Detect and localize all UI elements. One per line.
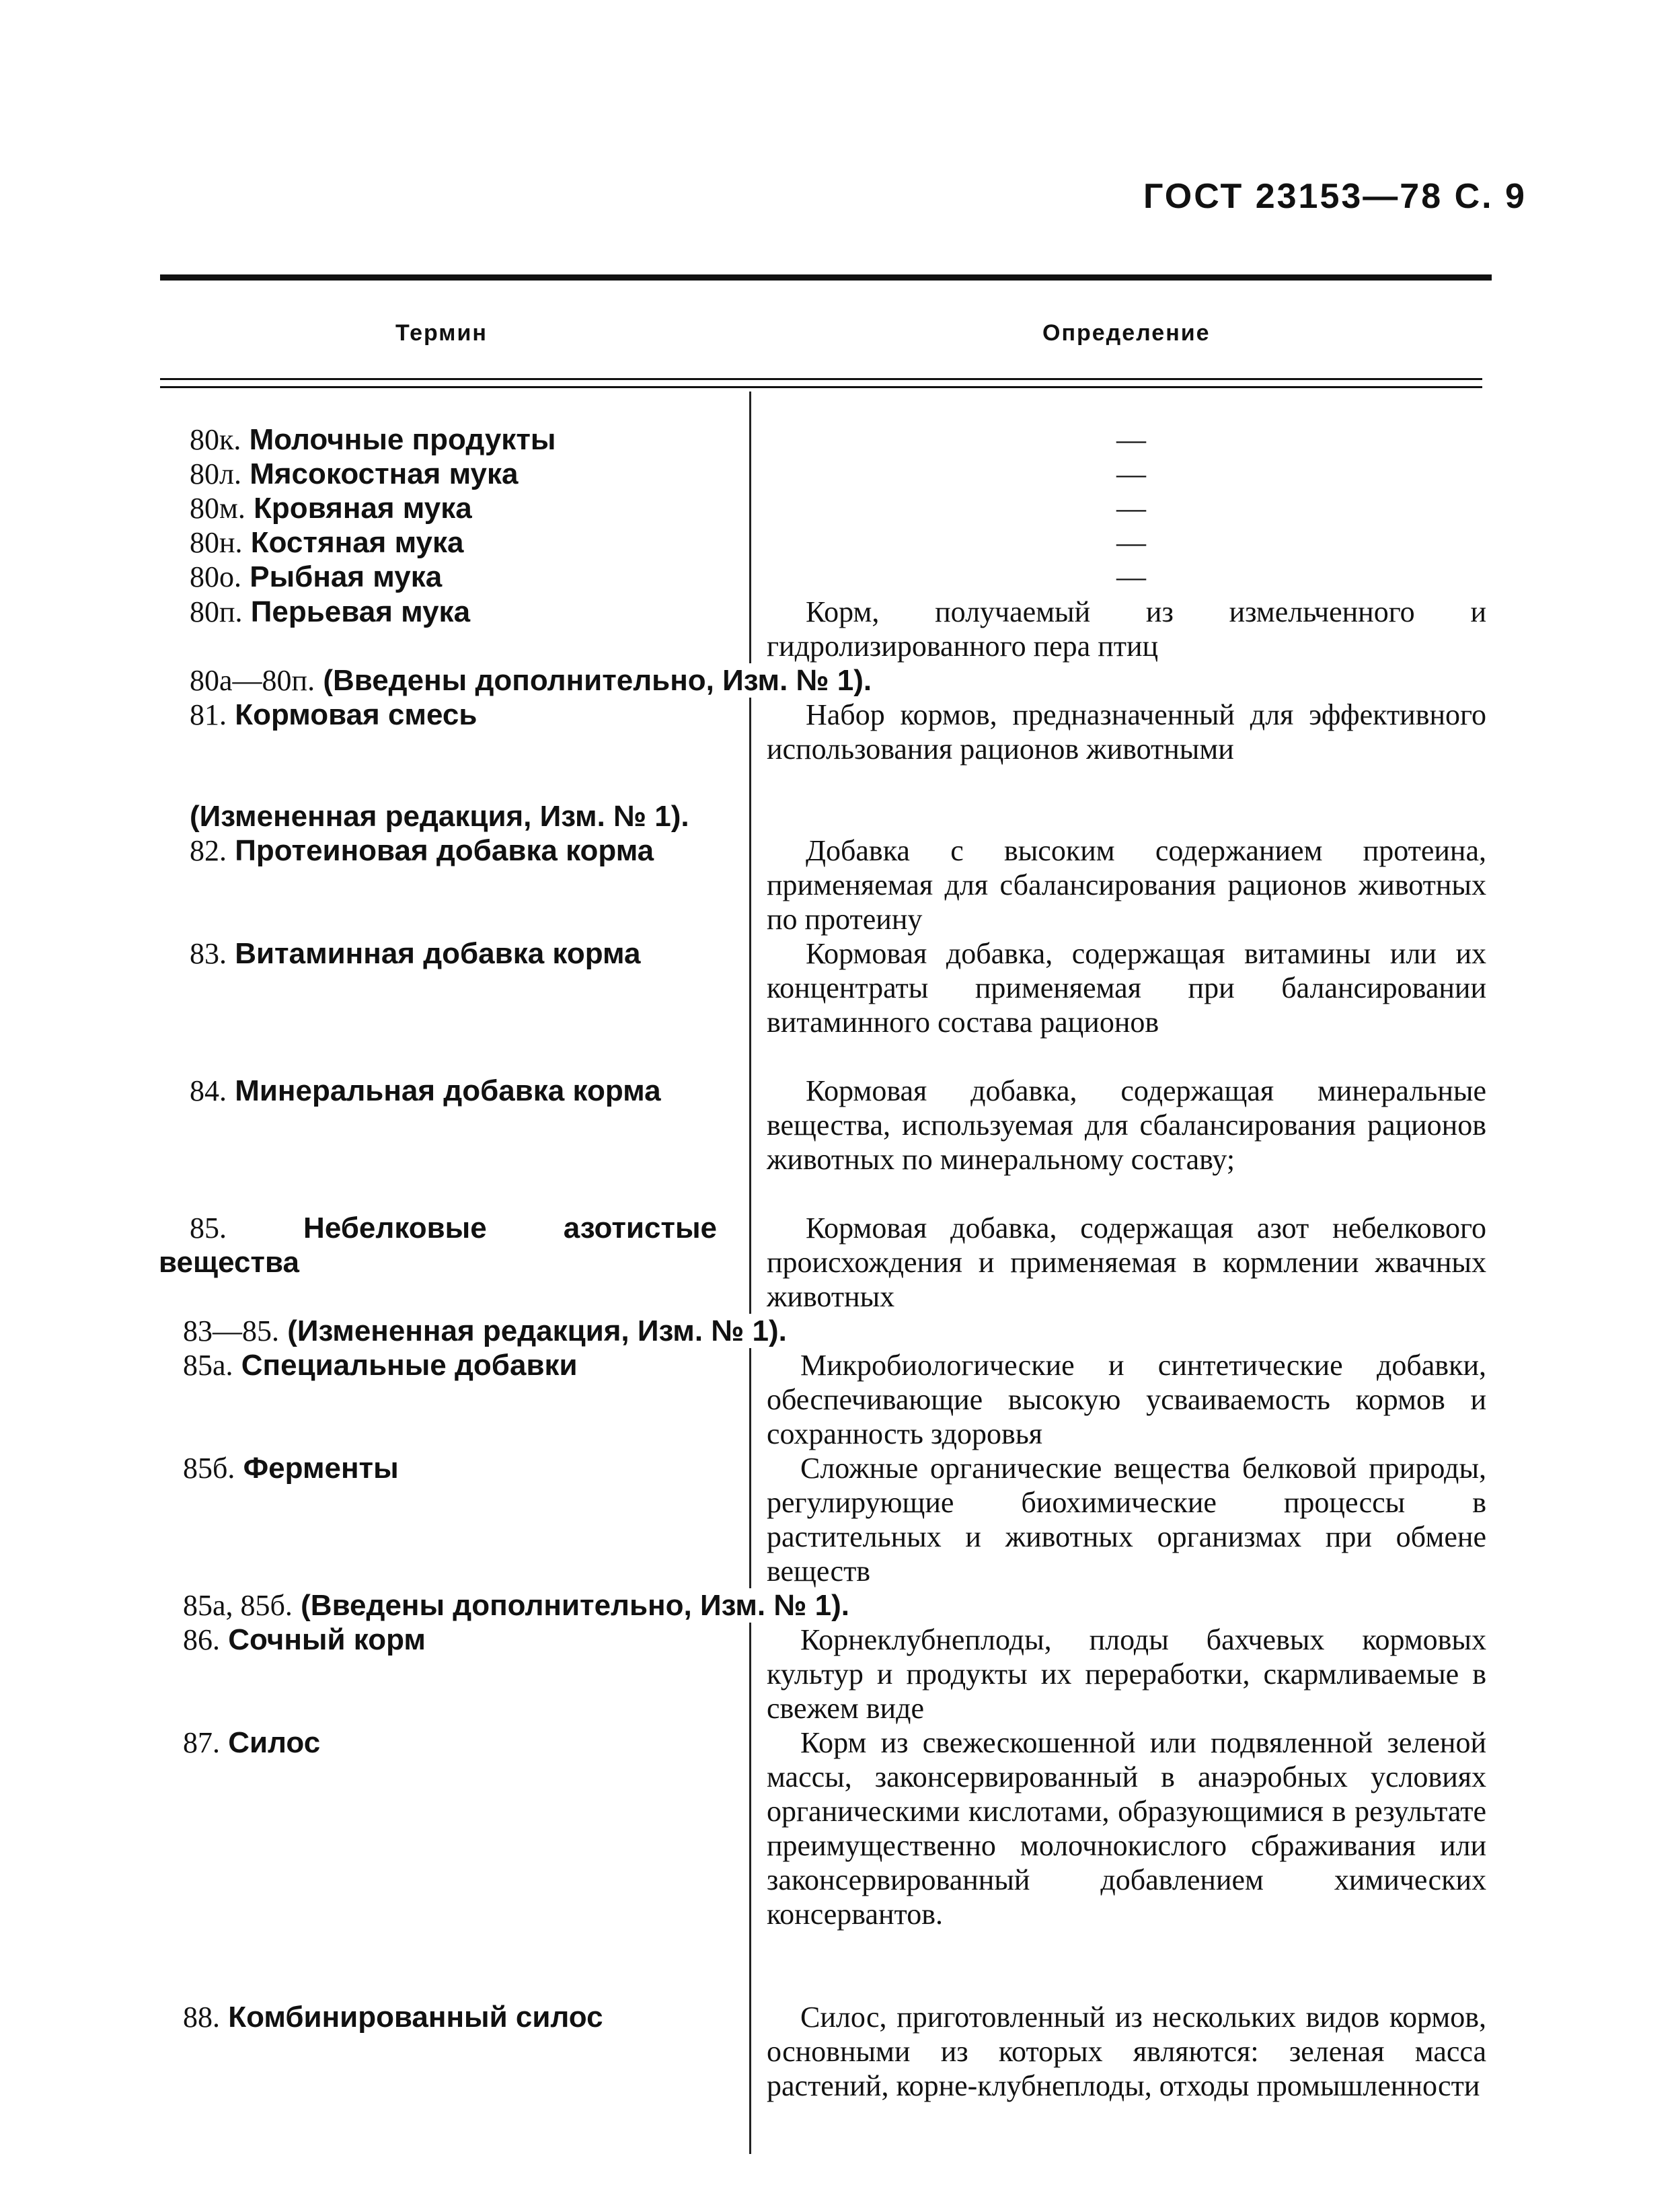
definition-85a: Микробиологические и синтетические добавки, обеспечивающие высокую усваиваемость кормов и сохранность здоровья (767, 1349, 1486, 1450)
column-header-term: Термин (395, 320, 488, 346)
amendment-note-83-85: 83—85. (Измененная редакция, Изм. № 1). (183, 1314, 790, 1348)
term-88: 88. Комбинированный силос (183, 2001, 603, 2034)
term-81: 81. Кормовая смесь (190, 698, 478, 731)
definition-80l: — (1116, 457, 1146, 490)
term-80o: 80о. Рыбная мука (190, 560, 443, 593)
definition-80n: — (1116, 526, 1146, 559)
top-rule (160, 274, 1492, 281)
definition-80m: — (1116, 492, 1146, 525)
term-85a: 85а. Специальные добавки (183, 1349, 578, 1382)
definition-88: Силос, приготовленный из нескольких видов кормов, основными из которых являются: зеленая масса растений, корне-клубнеплоды, отходы промышленности (767, 2001, 1486, 2102)
term-84: 84. Минеральная добавка корма (190, 1074, 661, 1107)
definition-83: Кормовая добавка, содержащая витамины или их концентраты применяемая при балансировании витаминного состава рационов (767, 937, 1486, 1039)
definition-85: Кормовая добавка, содержащая азот небелкового происхождения и применяемая в кормлении жвачных животных (767, 1212, 1486, 1313)
term-80p: 80п. Перьевая мука (190, 595, 471, 628)
header-rule-lower (160, 386, 1482, 388)
term-82: 82. Протеиновая добавка корма (190, 834, 654, 867)
page-header-doc-ref: ГОСТ 23153—78 С. 9 (1143, 177, 1527, 216)
definition-80o: — (1116, 560, 1146, 593)
definition-80p: Корм, получаемый из измельченного и гидролизированного пера птиц (767, 595, 1486, 663)
column-divider (749, 392, 751, 2154)
header-rule-upper (160, 378, 1482, 380)
definition-85b: Сложные органические вещества белковой природы, регулирующие биохимические процессы в растительных и животных организмах при обмене веществ (767, 1452, 1486, 1588)
definition-80k: — (1116, 423, 1146, 456)
column-header-definition: Определение (1042, 320, 1211, 346)
term-83: 83. Витаминная добавка корма (190, 937, 641, 970)
definition-86: Корнеклубнеплоды, плоды бахчевых кормовых культур и продукты их переработки, скармливаемые в свежем виде (767, 1623, 1486, 1725)
term-80m: 80м. Кровяная мука (190, 492, 472, 525)
term-80l: 80л. Мясокостная мука (190, 457, 519, 490)
definition-87: Корм из свежескошенной или подвяленной зеленой массы, законсервированный в анаэробных условиях органическими кислотами, образующимися в результате преимущественно молочнокислого сбраживания или законсервированный добавлением химических консервантов. (767, 1726, 1486, 1931)
term-87: 87. Силос (183, 1726, 321, 1759)
definition-84: Кормовая добавка, содержащая минеральные вещества, используемая для сбалансирования рационов животных по минеральному составу; (767, 1074, 1486, 1176)
amendment-note-81: (Измененная редакция, Изм. № 1). (190, 799, 692, 833)
amendment-note-80: 80а—80п. (Введены дополнительно, Изм. № 1). (190, 663, 874, 698)
term-85: 85. Небелковые азотистые вещества (159, 1212, 717, 1279)
term-80n: 80н. Костяная мука (190, 526, 464, 559)
term-86: 86. Сочный корм (183, 1623, 426, 1656)
definition-82: Добавка с высоким содержанием протеина, применяемая для сбалансирования рационов животных по протеину (767, 834, 1486, 936)
amendment-note-85a-85b: 85а, 85б. (Введены дополнительно, Изм. № 1). (183, 1588, 852, 1623)
definition-81: Набор кормов, предназначенный для эффективного использования рационов животными (767, 698, 1486, 766)
term-80k: 80к. Молочные продукты (190, 423, 556, 456)
term-85b: 85б. Ферменты (183, 1452, 399, 1485)
